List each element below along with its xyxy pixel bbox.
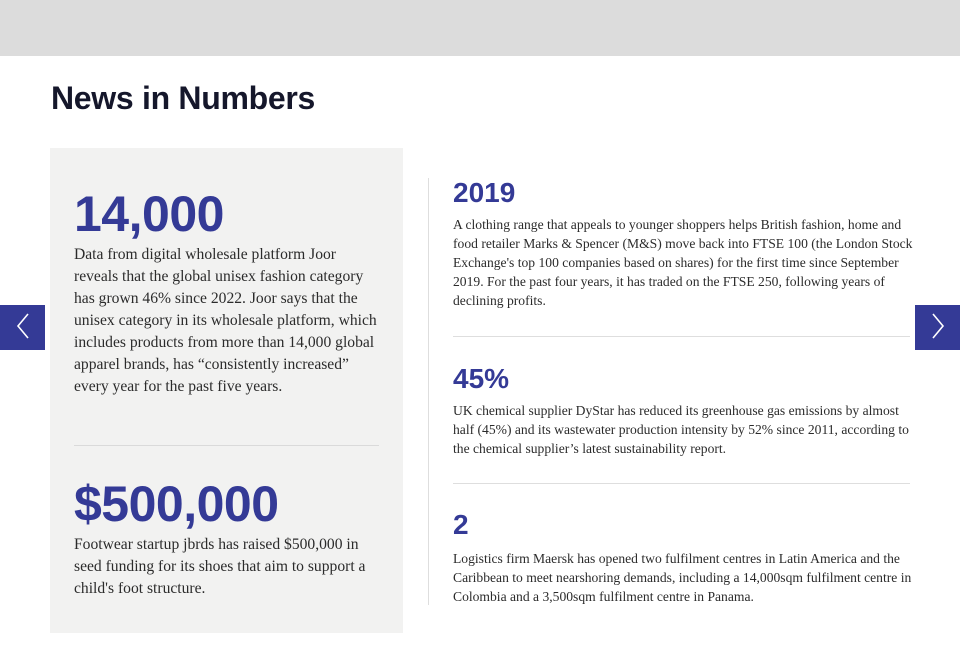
stat-number: 2019: [453, 177, 516, 208]
chevron-left-icon: [15, 312, 31, 344]
stat-number: 14,000: [74, 186, 224, 242]
stat-number: $500,000: [74, 476, 279, 532]
page-title: News in Numbers: [51, 80, 316, 116]
divider: [453, 483, 910, 484]
top-bar: [0, 0, 960, 56]
stat-description: Logistics firm Maersk has opened two fulfilment centres in Latin America and the Caribbean to meet nearshoring demands, including a 14,000sqm fulfilment centre in Colombia and a 3,500sqm fulfilment centre in Panama.: [453, 551, 912, 604]
stat-item: [453, 176, 913, 310]
stat-item: [74, 186, 380, 398]
stat-description: Footwear startup jbrds has raised $500,000 in seed funding for its shoes that aim to support a child's foot structure.: [74, 536, 366, 597]
divider: [453, 336, 910, 337]
stat-description: Data from digital wholesale platform Joor reveals that the global unisex fashion category has grown 46% since 2022. Joor says that the unisex category in its wholesale platform, which includes products from more than 14,000 global apparel brands, has “consistently increased” every year for the past five years.: [74, 246, 377, 395]
stat-description: A clothing range that appeals to younger shoppers helps British fashion, home and food retailer Marks & Spencer (M&S) move back into FTSE 100 (the London Stock Exchange's top 100 companies based on shares) for the first time since September 2019. For the past four years, it has traded on the FTSE 250, following years of declining profits.: [453, 217, 913, 308]
divider: [74, 445, 379, 446]
featured-stats-card: [50, 148, 403, 633]
chevron-right-icon: [930, 312, 946, 344]
stat-number: 45%: [453, 363, 510, 394]
previous-slide-button[interactable]: [0, 305, 45, 350]
stat-item: [453, 362, 913, 458]
next-slide-button[interactable]: [915, 305, 960, 350]
stat-description: UK chemical supplier DyStar has reduced its greenhouse gas emissions by almost half (45%) and its wastewater production intensity by 52% since 2011, according to the chemical supplier’s latest sustainability report.: [453, 403, 909, 456]
stat-number: 2: [453, 509, 469, 540]
stat-item: [74, 476, 380, 600]
column-divider: [428, 178, 429, 605]
stat-item: [453, 508, 913, 606]
